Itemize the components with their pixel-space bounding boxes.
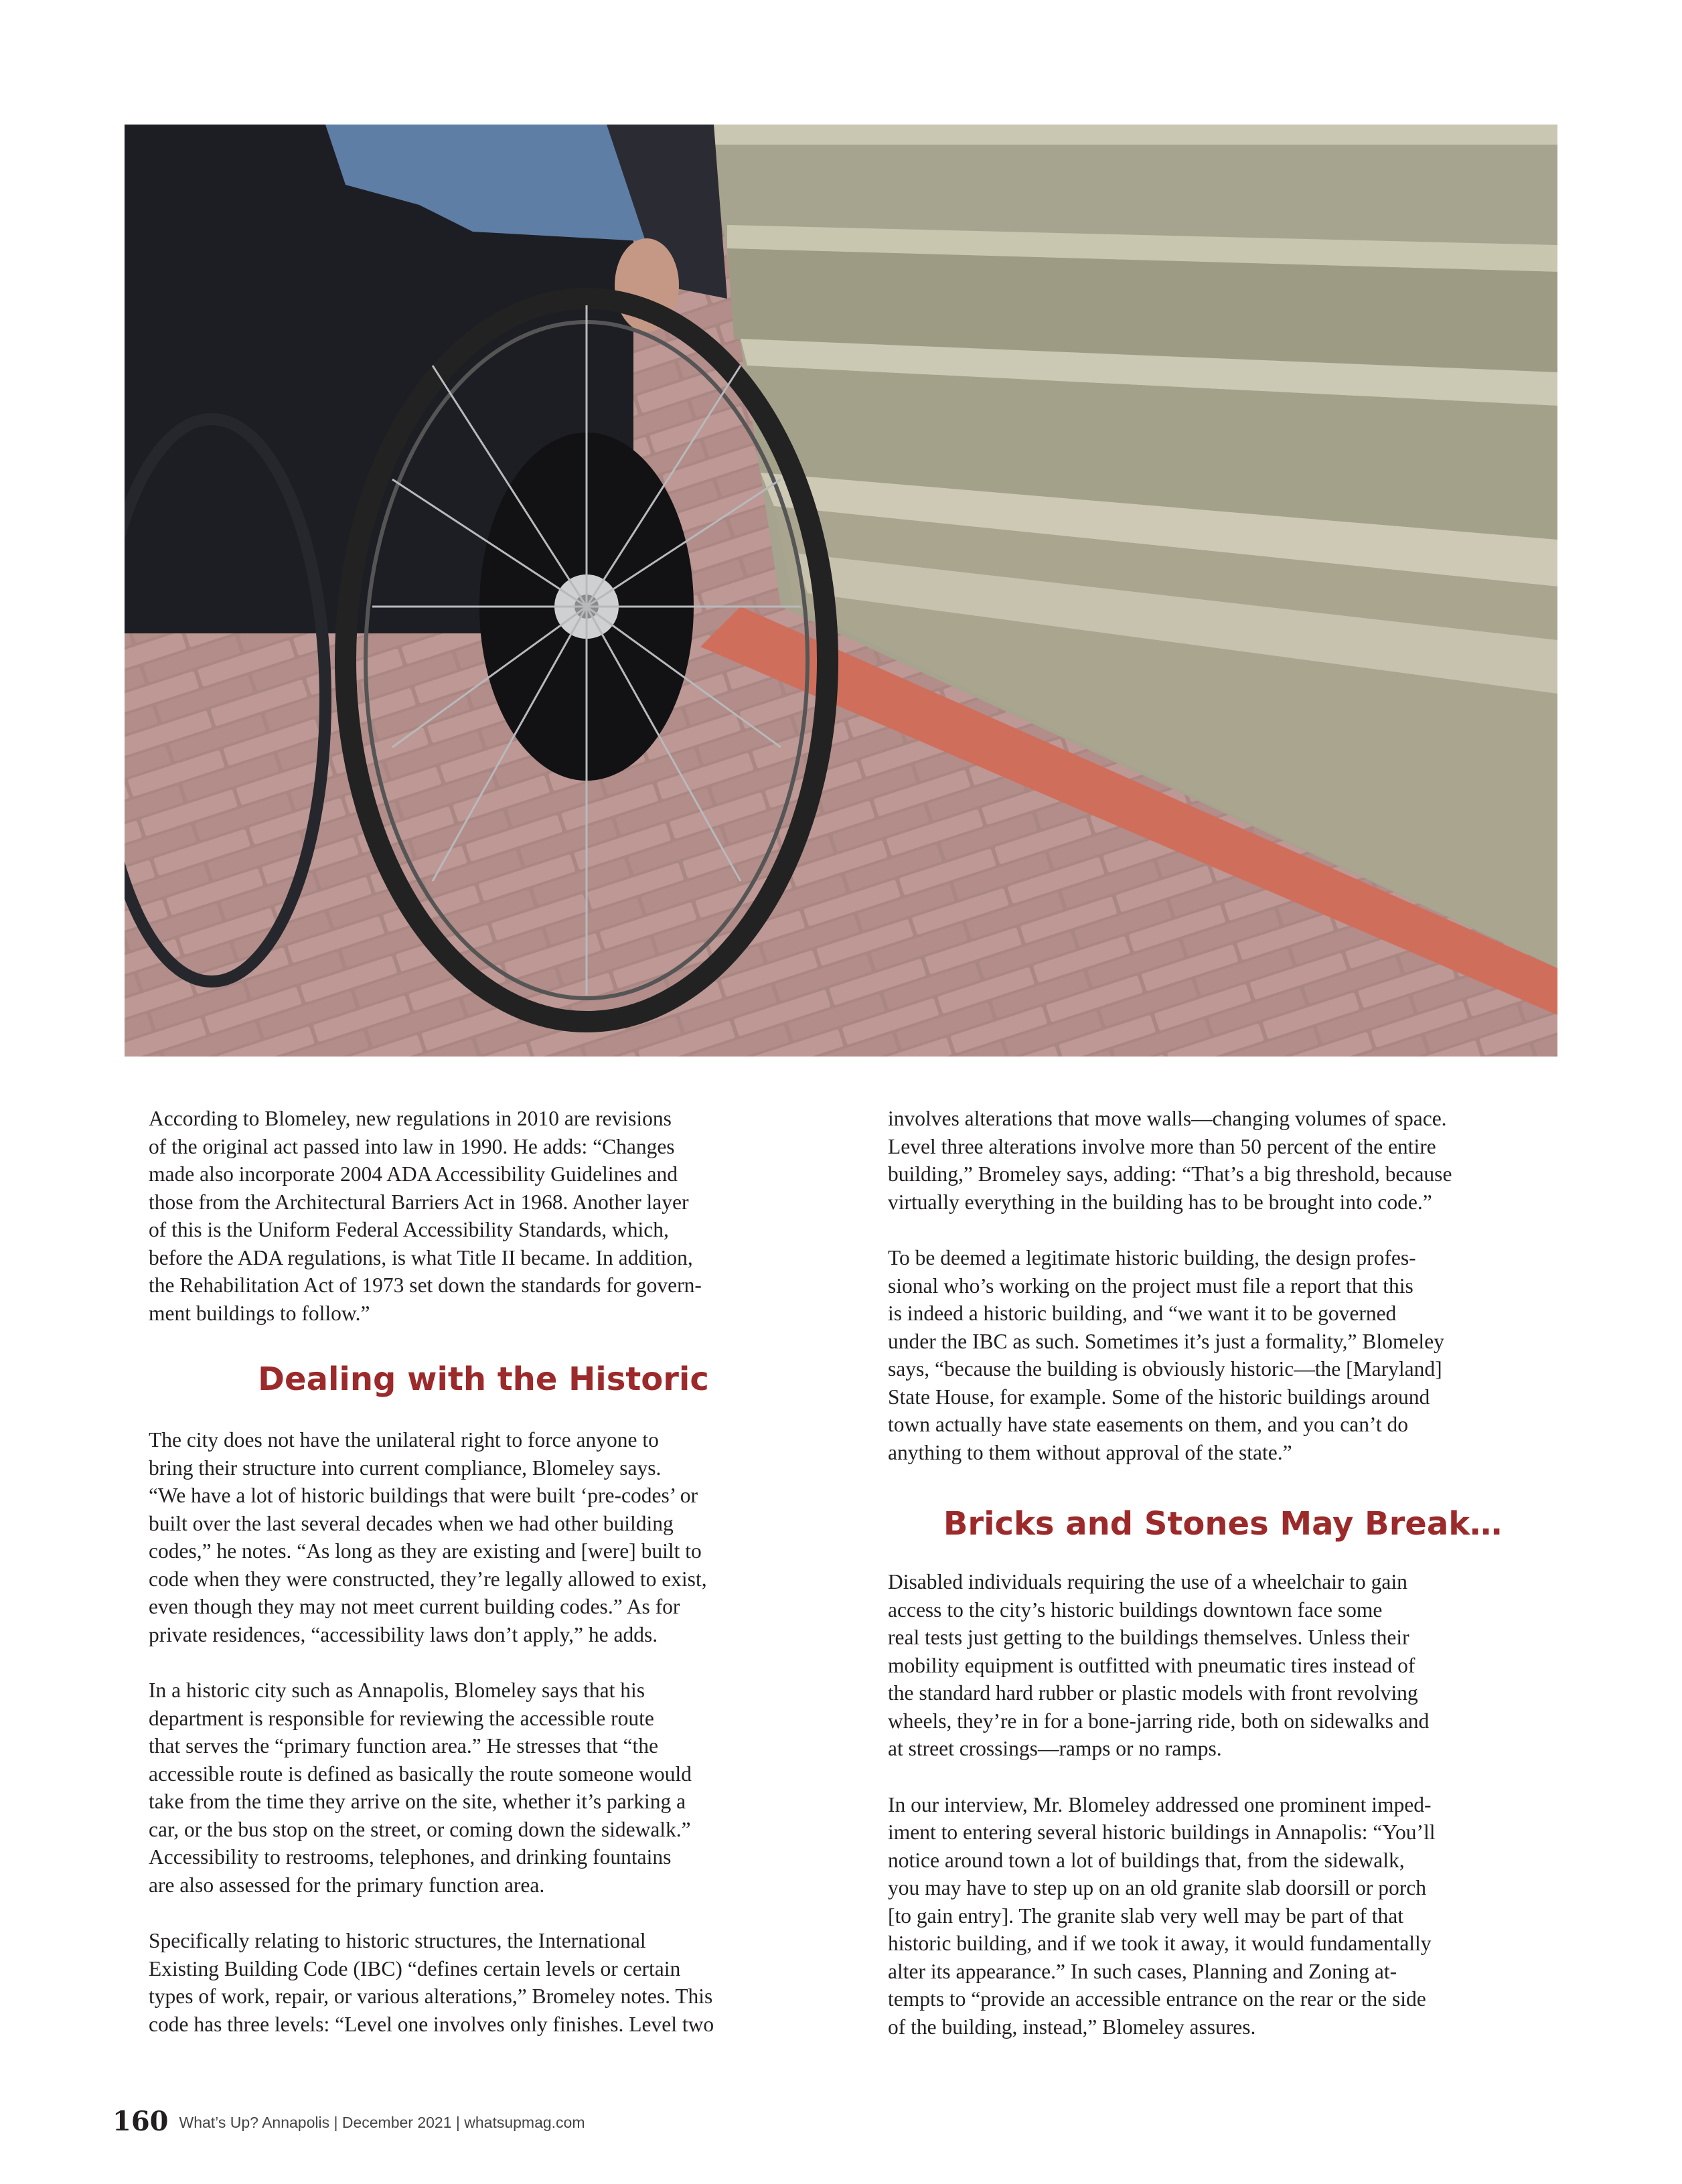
body-paragraph: involves alterations that move walls—changing volumes of space. Level three alterations involve more than 50 percent of the entire building,” Bromeley says, adding: “That’s a big threshold, because virtually everything in the building has to be brought into code.” [888, 1107, 1452, 1214]
section-heading-bricks-and-stones: Bricks and Stones May Break… [943, 1505, 1503, 1543]
article-column-right [888, 1105, 1557, 2041]
page-number: 160 [112, 2106, 169, 2137]
body-paragraph: Disabled individuals requiring the use of a wheelchair to gain access to the city’s historic buildings downtown face some real tests just getting to the buildings themselves. Unless their mobility equipment is outfitted with pneumatic tires instead of the standard hard rubber or plastic models with front revolving wheels, they’re in for a bone-jarring ride, both on sidewalks and at street crossings—ramps or no ramps. [888, 1570, 1430, 1760]
body-paragraph: According to Blomeley, new regulations in 2010 are revisions of the original act passed into law in 1990. He adds: “Changes made also incorporate 2004 ADA Accessibility Guidelines and those from the Architectural Barriers Act in 1968. Another layer of this is the Uniform Federal Accessibility Standards, which, before the ADA regulations, is what Title II became. In addition, the Rehabilitation Act of 1973 set down the standards for govern- ment buildings to follow.” [149, 1107, 702, 1325]
body-paragraph: The city does not have the unilateral right to force anyone to bring their structure into current compliance, Blomeley says. “We have a lot of historic buildings that were built ‘pre-codes’ or built over the last several decades when we had other building codes,” he notes. “As long as they are existing and [were] built to code when they were constructed, they’re legally allowed to exist, even though they may not meet current building codes.” As for private residences, “accessibility laws don’t apply,” he adds. [149, 1428, 707, 1646]
wheelchair-at-steps-photo [125, 125, 1557, 1057]
body-paragraph: In a historic city such as Annapolis, Blomeley says that his department is responsible for reviewing the accessible route that serves the “primary function area.” He stresses that “the accessible route is defined as basically the route someone would take from the time they arrive on the site, whether it’s parking a car, or the bus stop on the street, or coming down the sidewalk.” Accessibility to restrooms, telephones, and drinking fountains are also assessed for the primary function area. [149, 1679, 692, 1897]
section-heading-dealing-with-the-historic: Dealing with the Historic [258, 1360, 709, 1398]
footer-publication-info: What’s Up? Annapolis | December 2021 | whatsupmag.com [179, 2114, 585, 2131]
article-column-left [149, 1105, 818, 2038]
body-paragraph: In our interview, Mr. Blomeley addressed one prominent imped- iment to entering several historic buildings in Annapolis: “You’ll notice around town a lot of buildings that, from the sidewalk, you may have to step up on an old granite slab doorsill or porch [to gain entry]. The granite slab very well may be part of that historic building, and if we took it away, it would fundamentally alter its appearance.” In such cases, Planning and Zoning at- tempts to “provide an accessible entrance on the rear or the side of the building, instead,” Blomeley assures. [888, 1792, 1436, 2039]
body-paragraph: To be deemed a legitimate historic building, the design profes- sional who’s working on the project must file a report that this is indeed a historic building, and “we want it to be governed under the IBC as such. Sometimes it’s just a formality,” Blomeley says, “because the building is obviously historic—the [Maryland] State House, for example. Some of the historic buildings around town actually have state easements on them, and you can’t do anything to them without approval of the state.” [888, 1246, 1444, 1464]
body-paragraph: Specifically relating to historic structures, the International Existing Building Code (IBC) “defines certain levels or certain types of work, repair, or various alterations,” Bromeley notes. This code has three levels: “Level one involves only finishes. Level two [149, 1929, 714, 2036]
page-footer [112, 2106, 585, 2137]
photo-illustration [125, 125, 1557, 1057]
